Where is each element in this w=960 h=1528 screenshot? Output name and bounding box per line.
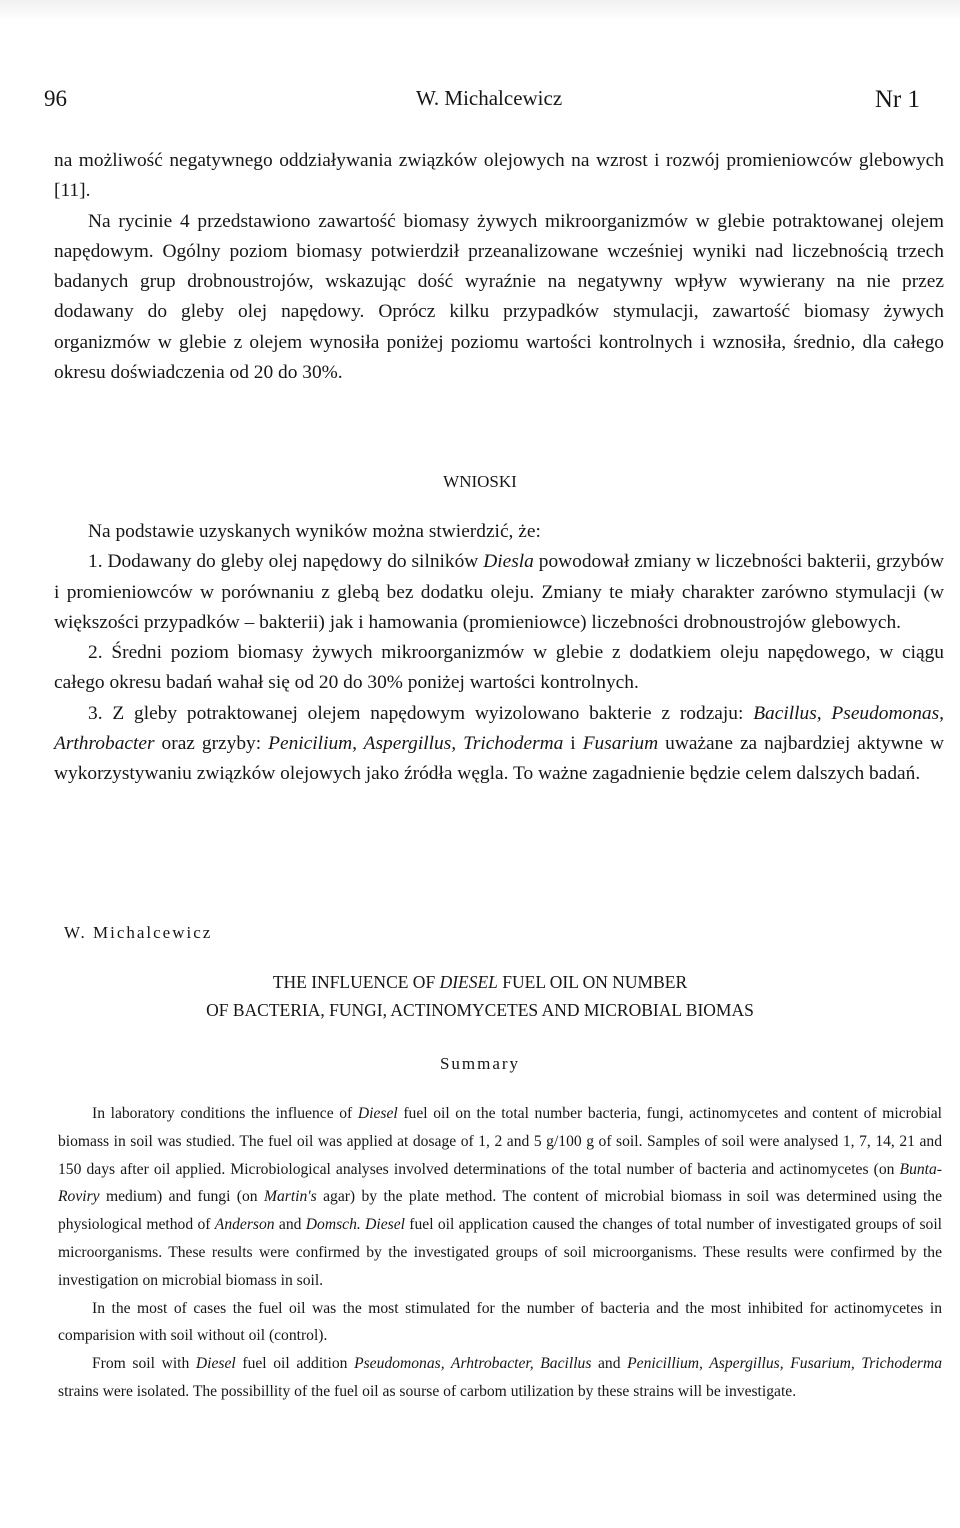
conclusions-heading: WNIOSKI [443,472,517,491]
summary-heading: Summary [439,1054,521,1073]
page-number: 96 [44,86,67,111]
conclusions-intro: Na podstawie uzyskanych wyników można stwierdzić, że: [88,521,541,542]
body-paragraph-2: Na rycinie 4 przedstawiono zawartość biomasy żywych mikroorganizmów w glebie potraktowanej olejem napędowym. Ogólny poziom biomasy potwierdził przeanalizowane wcześniej wyniki nad liczebnością trzech badanych grup drobnoustrojów, wskazując dość wyraźnie na negatywny wpływ wywierany na nie przez dodawany do gleby olej napędowy. Oprócz kilku przypadków stymulacji, zawartość biomasy żywych organizmów w glebie z olejem wynosiła poniżej poziomu wartości kontrolnych i wznosiła, średnio, dla całego okresu doświadczenia od 20 do 30%. [54,210,944,384]
conclusions-section [54,517,944,790]
body-text [54,146,944,388]
running-header [44,86,920,118]
scan-edge-shade [0,0,960,20]
summary-text [58,1100,942,1406]
body-paragraph-1: na możliwość negatywnego oddziaływania związków olejowych na wzrost i rozwój promieniowców glebowych [11]. [54,150,944,202]
summary-paragraph-2: In the most of cases the fuel oil was the most stimulated for the number of bacteria and the most inhibited for actinomycetes in comparision with soil without oil (control). [58,1299,942,1345]
issue-number: Nr 1 [874,86,920,113]
summary-title-line-1: THE INFLUENCE OF DIESEL FUEL OIL ON NUMBER [272,972,688,992]
conclusion-item-2: 2. Średni poziom biomasy żywych mikroorganizmów w glebie z dodatkiem oleju napędowego, w ciągu całego okresu badań wahał się od 20 do 30% poniżej wartości kontrolnych. [54,642,944,694]
summary-paragraph-1: In laboratory conditions the influence of Diesel fuel oil on the total number bacteria, fungi, actinomycetes and content of microbial biomass in soil was studied. The fuel oil was applied at dosage of 1, 2 and 5 g/100 g of soil. Samples of soil were analysed 1, 7, 14, 21 and 150 days after oil applied. Microbiological analyses involved determinations of the total number of bacteria and actinomycetes (on Bunta-Roviry medium) and fungi (on Martin's agar) by the plate method. The content of microbial biomass in soil was determined using the physiological method of Anderson and Domsch. Diesel fuel oil application caused the changes of total number of investigated groups of soil microorganisms. These results were confirmed by the investigated groups of soil microorganisms. These results were confirmed by the investigation on microbial biomass in soil. [58,1105,942,1289]
running-author: W. Michalcewicz [416,86,563,110]
conclusion-item-1: 1. Dodawany do gleby olej napędowy do silników Diesla powodował zmiany w liczebności bakterii, grzybów i promieniowców w porównaniu z glebą bez dodatku oleju. Zmiany te miały charakter zarówno stymulacji (w większości przypadków – bakterii) jak i hamowania (promieniowce) liczebności drobnoustrojów glebowych. [54,551,944,633]
summary-title-line-2: OF BACTERIA, FUNGI, ACTINOMYCETES AND MICROBIAL BIOMAS [206,1000,754,1020]
summary-author: W. Michalcewicz [64,923,213,942]
summary-paragraph-3: From soil with Diesel fuel oil addition Pseudomonas, Arhtrobacter, Bacillus and Penicillium, Aspergillus, Fusarium, Trichoderma strains were isolated. The possibillity of the fuel oil as sourse of carbom utilization by these strains will be investigate. [58,1355,942,1400]
conclusion-item-3: 3. Z gleby potraktowanej olejem napędowym wyizolowano bakterie z rodzaju: Bacillus, Pseudomonas, Arthrobacter oraz grzyby: Penicilium, Aspergillus, Trichoderma i Fusarium uważane za najbardziej aktywne w wykorzystywaniu związków olejowych jako źródła węgla. To ważne zagadnienie będzie celem dalszych badań. [54,702,944,785]
